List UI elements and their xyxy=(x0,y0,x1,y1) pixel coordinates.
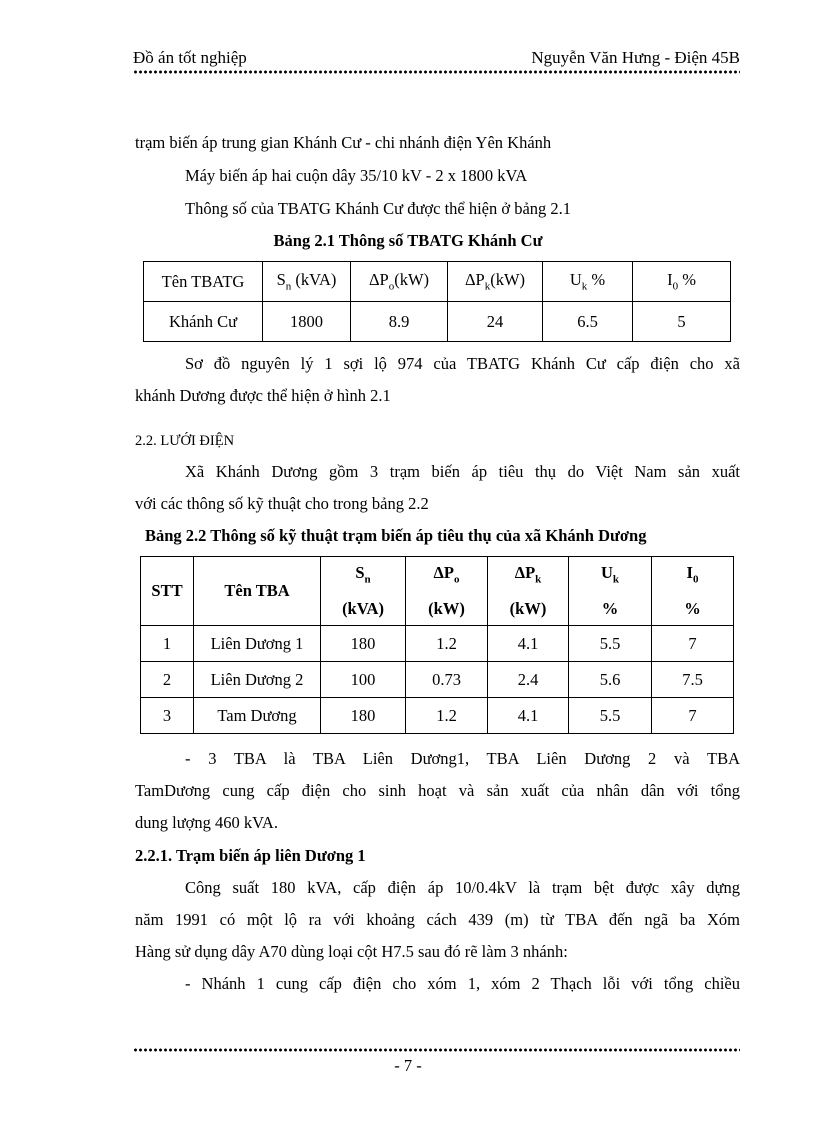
table-2-2 xyxy=(140,556,734,734)
header-name: Tên TBATG xyxy=(144,262,263,302)
table-cell: 5 xyxy=(633,302,731,342)
paragraph: khánh Dương được thể hiện ở hình 2.1 xyxy=(135,386,391,405)
paragraph: TamDương cung cấp điện cho sinh hoạt và sản xuất của nhân dân với tổng xyxy=(135,781,740,800)
table-header-row xyxy=(144,262,731,302)
footer-dotted-rule xyxy=(133,1048,740,1052)
section-heading: 2.2. LƯỚI ĐIỆN xyxy=(135,433,235,449)
table-cell: 180 xyxy=(321,698,406,734)
page-number: - 7 - xyxy=(394,1056,422,1075)
paragraph: năm 1991 có một lộ ra với khoảng cách 439 (m) từ TBA đến ngã ba Xóm xyxy=(135,910,740,929)
table-cell: 8.9 xyxy=(351,302,448,342)
header-dotted-rule xyxy=(133,70,740,74)
paragraph: với các thông số kỹ thuật cho trong bảng 2.2 xyxy=(135,494,429,513)
table-cell: 7 xyxy=(652,698,734,734)
table-cell: 6.5 xyxy=(543,302,633,342)
table-2-1 xyxy=(143,261,731,342)
header-uk: $U_k$ % xyxy=(569,557,652,626)
table-row xyxy=(141,662,734,698)
table-cell: Liên Dương 2 xyxy=(194,662,321,698)
header-sn: $S_n$ (kVA) xyxy=(321,557,406,626)
table-cell: 7 xyxy=(652,626,734,662)
header-pk: $\Delta P_k(kW)$ xyxy=(448,262,543,302)
table-cell: 100 xyxy=(321,662,406,698)
header-p0: $\Delta P_o(kW)$ xyxy=(351,262,448,302)
table-cell: Tam Dương xyxy=(194,698,321,734)
table-cell: Liên Dương 1 xyxy=(194,626,321,662)
table-row xyxy=(141,626,734,662)
table-cell: 2.4 xyxy=(488,662,569,698)
paragraph: - Nhánh 1 cung cấp điện cho xóm 1, xóm 2 Thạch lỗi với tổng chiều xyxy=(185,974,740,993)
header-p0: $\Delta P_o$ (kW) xyxy=(406,557,488,626)
table-cell: Khánh Cư xyxy=(144,302,263,342)
header-name: Tên TBA xyxy=(194,557,321,626)
page-header-left: Đồ án tốt nghiệp xyxy=(133,48,247,67)
header-uk: $U_k$ % xyxy=(543,262,633,302)
table-cell: 4.1 xyxy=(488,626,569,662)
header-i0: $I_0$ % xyxy=(633,262,731,302)
table-cell: 7.5 xyxy=(652,662,734,698)
table-cell: 180 xyxy=(321,626,406,662)
table-cell: 1800 xyxy=(263,302,351,342)
paragraph: Công suất 180 kVA, cấp điện áp 10/0.4kV là trạm bệt được xây dựng xyxy=(185,878,740,897)
paragraph: dung lượng 460 kVA. xyxy=(135,813,278,832)
table-cell: 1.2 xyxy=(406,626,488,662)
paragraph: Thông số của TBATG Khánh Cư được thể hiện ở bảng 2.1 xyxy=(185,199,572,218)
table-cell: 0.73 xyxy=(406,662,488,698)
table-cell: 4.1 xyxy=(488,698,569,734)
paragraph: Sơ đồ nguyên lý 1 sợi lộ 974 của TBATG Khánh Cư cấp điện cho xã xyxy=(185,354,740,373)
table-cell: 3 xyxy=(141,698,194,734)
table-cell: 5.6 xyxy=(569,662,652,698)
header-stt: STT xyxy=(141,557,194,626)
paragraph: Hàng sử dụng dây A70 dùng loại cột H7.5 sau đó rẽ làm 3 nhánh: xyxy=(135,942,568,961)
table-cell: 24 xyxy=(448,302,543,342)
table-row xyxy=(141,698,734,734)
table-cell: 5.5 xyxy=(569,626,652,662)
paragraph: Máy biến áp hai cuộn dây 35/10 kV - 2 x 1800 kVA xyxy=(185,166,528,185)
header-pk: $\Delta P_k$ (kW) xyxy=(488,557,569,626)
table-cell: 1 xyxy=(141,626,194,662)
paragraph: trạm biến áp trung gian Khánh Cư - chi nhánh điện Yên Khánh xyxy=(135,133,552,152)
table-row xyxy=(144,302,731,342)
subsection-heading: 2.2.1. Trạm biến áp liên Dương 1 xyxy=(135,846,366,865)
table-header-row xyxy=(141,557,734,626)
page-header-right: Nguyễn Văn Hưng - Điện 45B xyxy=(531,48,740,67)
header-sn: $S_n$ (kVA) xyxy=(263,262,351,302)
table-cell: 1.2 xyxy=(406,698,488,734)
table-cell: 5.5 xyxy=(569,698,652,734)
table-cell: 2 xyxy=(141,662,194,698)
header-i0: $I_0$ % xyxy=(652,557,734,626)
paragraph: - 3 TBA là TBA Liên Dương1, TBA Liên Dương 2 và TBA xyxy=(185,749,740,768)
table2-caption: Bảng 2.2 Thông số kỹ thuật trạm biến áp tiêu thụ của xã Khánh Dương xyxy=(145,526,647,545)
paragraph: Xã Khánh Dương gồm 3 trạm biến áp tiêu thụ do Việt Nam sản xuất xyxy=(185,462,740,481)
table1-caption: Bảng 2.1 Thông số TBATG Khánh Cư xyxy=(273,231,543,250)
